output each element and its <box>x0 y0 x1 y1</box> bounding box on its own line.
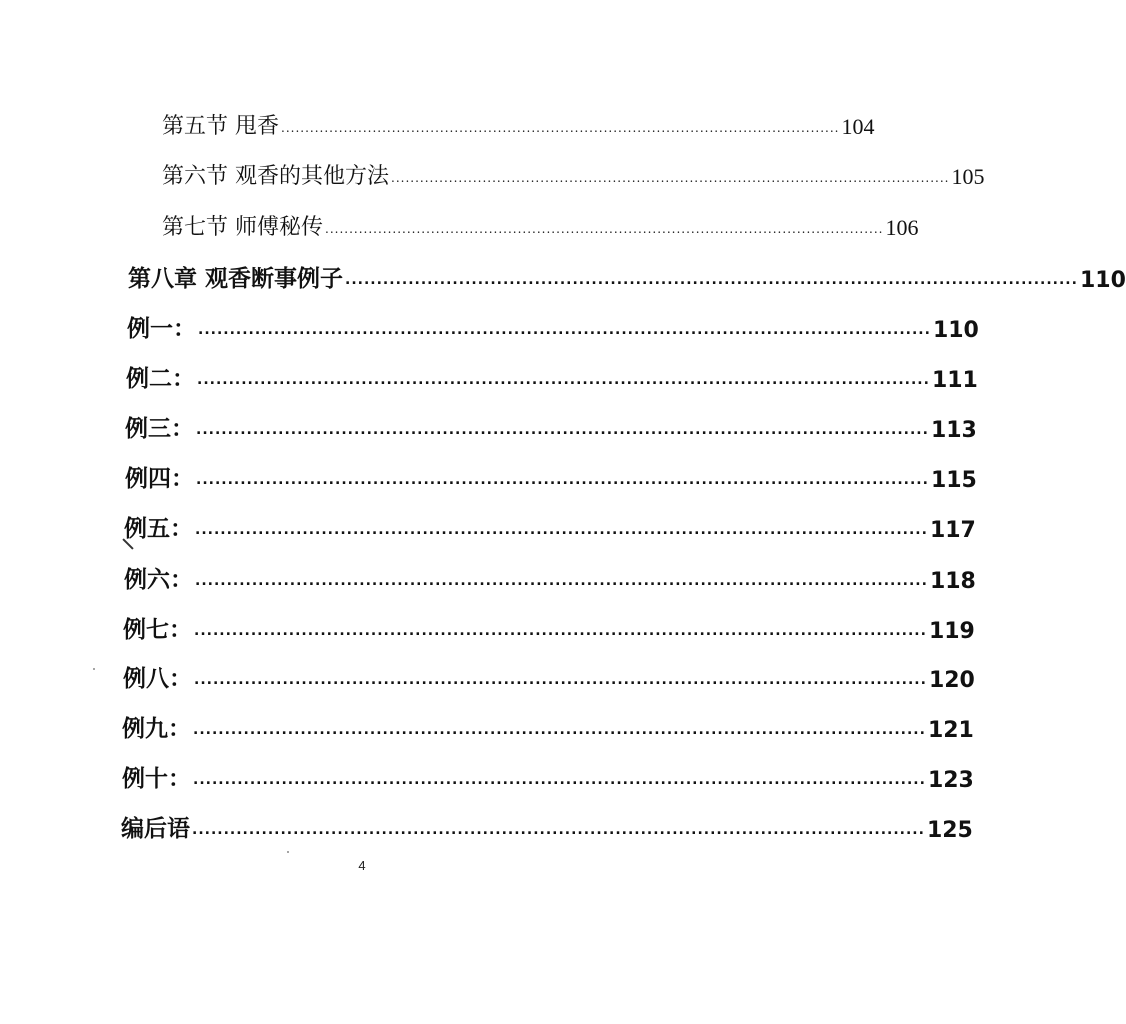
scan-speck <box>287 851 289 853</box>
toc-entry-page: 104 <box>841 114 875 139</box>
toc-entry-page: 111 <box>931 368 978 393</box>
toc-entry-label: 第六节 观香的其他方法 <box>162 164 389 189</box>
toc-entry-label: 例三： <box>125 416 194 442</box>
toc-entry-label: 第七节 师傅秘传 <box>162 215 323 240</box>
toc-entry-page: 113 <box>930 418 977 443</box>
toc-entry-page: 117 <box>929 518 976 543</box>
toc-entry-section-5 <box>162 108 875 140</box>
toc-entry-page: 115 <box>930 468 977 493</box>
toc-entry-label: 例一： <box>127 316 196 342</box>
toc-entry-label: 第八章 观香断事例子 <box>128 266 344 292</box>
toc-entry-example-10 <box>122 759 974 793</box>
toc-entry-page: 125 <box>926 818 973 843</box>
toc-entry-label: 例八： <box>123 666 192 692</box>
toc-entry-page: 110 <box>932 318 979 343</box>
toc-entry-section-6 <box>162 158 985 190</box>
dot-leader: .................................................................................................................... <box>195 573 928 589</box>
toc-entry-label: 例七： <box>123 617 192 643</box>
dot-leader: .................................................................................................................... <box>194 623 927 639</box>
toc-entry-example-7 <box>123 610 975 644</box>
dot-leader: .................................................................................................................... <box>192 822 925 838</box>
page-number: 4 <box>358 858 366 873</box>
toc-entry-label: 例十： <box>122 766 191 792</box>
toc-entry-page: 120 <box>928 668 975 693</box>
toc-entry-page: 119 <box>928 619 975 644</box>
toc-entry-example-3 <box>125 409 977 443</box>
dot-leader: .................................................................................................................... <box>194 672 927 688</box>
dot-leader: .................................................................................................................... <box>196 422 929 438</box>
toc-entry-example-2 <box>126 359 978 393</box>
toc-entry-page: 118 <box>929 569 976 594</box>
toc-entry-label: 例六： <box>124 567 193 593</box>
toc-entry-label: 例九： <box>122 716 191 742</box>
toc-entry-page: 110 <box>1079 268 1126 293</box>
toc-entry-label: 编后语 <box>121 816 190 842</box>
toc-entry-label: 例五： <box>124 516 193 542</box>
toc-entry-label: 例二： <box>126 366 195 392</box>
toc-entry-section-7 <box>162 209 919 241</box>
toc-entry-label: 第五节 甩香 <box>162 114 279 139</box>
toc-entry-example-8 <box>123 659 975 693</box>
toc-entry-example-6 <box>124 560 976 594</box>
dot-leader: .................................................................................................................... <box>391 171 950 185</box>
dot-leader: .................................................................................................................... <box>325 222 884 236</box>
toc-entry-example-1 <box>127 309 979 343</box>
dot-leader: .................................................................................................................... <box>345 272 1078 288</box>
dot-leader: .................................................................................................................... <box>197 372 930 388</box>
dot-leader: .................................................................................................................... <box>193 722 926 738</box>
toc-entry-chapter-8 <box>128 259 1126 293</box>
toc-entry-page: 121 <box>927 718 974 743</box>
toc-entry-example-4 <box>125 459 977 493</box>
toc-entry-example-5 <box>124 509 976 543</box>
dot-leader: .................................................................................................................... <box>281 121 840 135</box>
toc-entry-label: 例四： <box>125 466 194 492</box>
toc-entry-afterword <box>121 809 973 843</box>
scan-speck <box>93 668 95 670</box>
toc-entry-page: 123 <box>927 768 974 793</box>
dot-leader: .................................................................................................................... <box>196 472 929 488</box>
toc-entry-page: 106 <box>885 215 919 240</box>
dot-leader: .................................................................................................................... <box>193 772 926 788</box>
toc-entry-page: 105 <box>951 164 985 189</box>
dot-leader: .................................................................................................................... <box>198 322 931 338</box>
toc-entry-example-9 <box>122 709 974 743</box>
dot-leader: .................................................................................................................... <box>195 522 928 538</box>
